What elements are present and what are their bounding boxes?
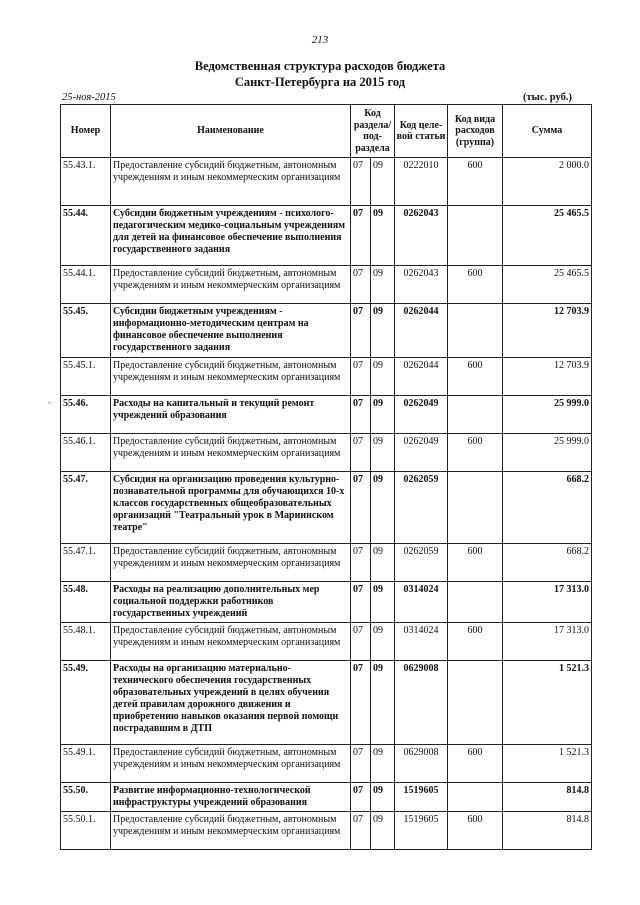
row-name: Субсидии бюджетным учреждениям - информационно-методическим центрам на финансовое обеспечение выполнения государственного задания (111, 304, 351, 358)
table-body (61, 158, 592, 850)
title-line-1: Ведомственная структура расходов бюджета (194, 59, 446, 73)
row-name: Расходы на капитальный и текущий ремонт учреждений образования (111, 396, 351, 434)
row-amount: 668.2 (503, 544, 592, 582)
row-section-code: 07 (351, 158, 371, 206)
table-row (61, 582, 592, 623)
table-row (61, 472, 592, 544)
row-name: Предоставление субсидий бюджетным, автономным учреждениям и иным некоммерческим организациям (111, 812, 351, 850)
row-amount: 814.8 (503, 812, 592, 850)
row-section-code: 07 (351, 434, 371, 472)
row-name: Субсидия на организацию проведения культурно-познавательной программы для обучающихся 10-х классов государственных общеобразовательных организаций "Театральный урок в Мариинском театре" (111, 472, 351, 544)
row-name: Расходы на организацию материально-технического обеспечения государственных образовательных учреждений в целях обучения детей правилам дорожного движения и приобретению навыков оказания первой помощи пострадавшим в ДТП (111, 661, 351, 745)
row-section-code: 07 (351, 266, 371, 304)
row-amount: 1 521.3 (503, 745, 592, 783)
row-section-code: 07 (351, 304, 371, 358)
row-article-code: 0262044 (395, 304, 448, 358)
row-expense-type: 600 (448, 623, 503, 661)
row-subsection-code: 09 (371, 434, 395, 472)
row-amount: 17 313.0 (503, 623, 592, 661)
row-section-code: 07 (351, 396, 371, 434)
row-subsection-code: 09 (371, 544, 395, 582)
row-amount: 17 313.0 (503, 582, 592, 623)
row-number: 55.46.1. (61, 434, 111, 472)
row-number: 55.48.1. (61, 623, 111, 661)
row-amount: 12 703.9 (503, 304, 592, 358)
table-row (61, 396, 592, 434)
row-expense-type (448, 472, 503, 544)
row-amount: 668.2 (503, 472, 592, 544)
row-subsection-code: 09 (371, 358, 395, 396)
row-amount: 25 999.0 (503, 396, 592, 434)
row-expense-type (448, 206, 503, 266)
row-section-code: 07 (351, 358, 371, 396)
row-name: Предоставление субсидий бюджетным, автономным учреждениям и иным некоммерческим организациям (111, 623, 351, 661)
table-row (61, 623, 592, 661)
row-article-code: 0262049 (395, 396, 448, 434)
row-expense-type: 600 (448, 158, 503, 206)
row-number: 55.49.1. (61, 745, 111, 783)
row-article-code: 0262044 (395, 358, 448, 396)
header-number: Номер (61, 105, 111, 158)
row-section-code: 07 (351, 661, 371, 745)
row-number: 55.45.1. (61, 358, 111, 396)
unit-label: (тыс. руб.) (523, 92, 572, 103)
table-row (61, 358, 592, 396)
row-subsection-code: 09 (371, 206, 395, 266)
row-amount: 1 521.3 (503, 661, 592, 745)
row-name: Предоставление субсидий бюджетным, автономным учреждениям и иным некоммерческим организациям (111, 434, 351, 472)
title-line-2: Санкт-Петербурга на 2015 год (234, 75, 406, 89)
row-subsection-code: 09 (371, 472, 395, 544)
row-name: Предоставление субсидий бюджетным, автономным учреждениям и иным некоммерческим организациям (111, 358, 351, 396)
row-expense-type: 600 (448, 745, 503, 783)
row-section-code: 07 (351, 472, 371, 544)
row-article-code: 0314024 (395, 623, 448, 661)
row-subsection-code: 09 (371, 396, 395, 434)
row-article-code: 0262043 (395, 266, 448, 304)
row-subsection-code: 09 (371, 582, 395, 623)
table-row (61, 158, 592, 206)
row-article-code: 0222010 (395, 158, 448, 206)
header-amount: Сумма (503, 105, 592, 158)
row-number: 55.44.1. (61, 266, 111, 304)
row-name: Развитие информационно-технологической инфраструктуры учреждений образования (111, 783, 351, 812)
row-article-code: 0262059 (395, 472, 448, 544)
table-row (61, 266, 592, 304)
row-name: Предоставление субсидий бюджетным, автономным учреждениям и иным некоммерческим организациям (111, 266, 351, 304)
table-row (61, 206, 592, 266)
row-subsection-code: 09 (371, 661, 395, 745)
row-expense-type (448, 783, 503, 812)
row-expense-type: 600 (448, 544, 503, 582)
row-number: 55.50. (61, 783, 111, 812)
row-number: 55.44. (61, 206, 111, 266)
row-name: Предоставление субсидий бюджетным, автономным учреждениям и иным некоммерческим организациям (111, 158, 351, 206)
row-subsection-code: 09 (371, 745, 395, 783)
row-number: 55.47.1. (61, 544, 111, 582)
row-article-code: 1519605 (395, 812, 448, 850)
row-name: Расходы на реализацию дополнительных мер социальной поддержки работников государственных учреждений (111, 582, 351, 623)
row-article-code: 0629008 (395, 745, 448, 783)
row-expense-type: 600 (448, 434, 503, 472)
table-row (61, 434, 592, 472)
row-number: 55.46. (61, 396, 111, 434)
table-header-row (61, 105, 592, 158)
row-section-code: 07 (351, 783, 371, 812)
page-number: 213 (311, 34, 329, 46)
row-number: 55.45. (61, 304, 111, 358)
table-row (61, 661, 592, 745)
row-subsection-code: 09 (371, 623, 395, 661)
row-name: Предоставление субсидий бюджетным, автономным учреждениям и иным некоммерческим организациям (111, 544, 351, 582)
row-section-code: 07 (351, 544, 371, 582)
row-subsection-code: 09 (371, 266, 395, 304)
row-article-code: 0629008 (395, 661, 448, 745)
row-number: 55.43.1. (61, 158, 111, 206)
row-section-code: 07 (351, 582, 371, 623)
row-expense-type: 600 (448, 358, 503, 396)
table-row (61, 783, 592, 812)
table-row (61, 745, 592, 783)
row-subsection-code: 09 (371, 304, 395, 358)
row-article-code: 0262059 (395, 544, 448, 582)
table-row (61, 812, 592, 850)
row-number: 55.49. (61, 661, 111, 745)
row-number: 55.50.1. (61, 812, 111, 850)
header-article: Код целе- вой статьи (395, 105, 448, 158)
row-expense-type: 600 (448, 266, 503, 304)
row-amount: 12 703.9 (503, 358, 592, 396)
row-subsection-code: 09 (371, 783, 395, 812)
header-name: Наименование (111, 105, 351, 158)
row-amount: 25 465.5 (503, 266, 592, 304)
report-date: 25-ноя-2015 (62, 92, 116, 103)
row-expense-type (448, 304, 503, 358)
row-article-code: 0262049 (395, 434, 448, 472)
margin-mark: - (48, 397, 51, 407)
row-subsection-code: 09 (371, 158, 395, 206)
row-article-code: 0262043 (395, 206, 448, 266)
row-subsection-code: 09 (371, 812, 395, 850)
row-amount: 25 465.5 (503, 206, 592, 266)
budget-table (60, 104, 592, 850)
row-section-code: 07 (351, 745, 371, 783)
row-expense-type: 600 (448, 812, 503, 850)
row-section-code: 07 (351, 206, 371, 266)
row-number: 55.47. (61, 472, 111, 544)
table-row (61, 304, 592, 358)
header-expense-type: Код вида расходов (группа) (448, 105, 503, 158)
row-amount: 2 000.0 (503, 158, 592, 206)
row-expense-type (448, 661, 503, 745)
row-article-code: 1519605 (395, 783, 448, 812)
row-expense-type (448, 582, 503, 623)
row-section-code: 07 (351, 623, 371, 661)
page-title (0, 58, 640, 90)
row-amount: 814.8 (503, 783, 592, 812)
row-section-code: 07 (351, 812, 371, 850)
header-section: Код раздела/ под- раздела (351, 105, 395, 158)
row-amount: 25 999.0 (503, 434, 592, 472)
row-article-code: 0314024 (395, 582, 448, 623)
table-row (61, 544, 592, 582)
row-expense-type (448, 396, 503, 434)
row-name: Предоставление субсидий бюджетным, автономным учреждениям и иным некоммерческим организациям (111, 745, 351, 783)
row-name: Субсидии бюджетным учреждениям - психолого-педагогическим медико-социальным учреждениям для детей на финансовое обеспечение выполнения государственного задания (111, 206, 351, 266)
row-number: 55.48. (61, 582, 111, 623)
